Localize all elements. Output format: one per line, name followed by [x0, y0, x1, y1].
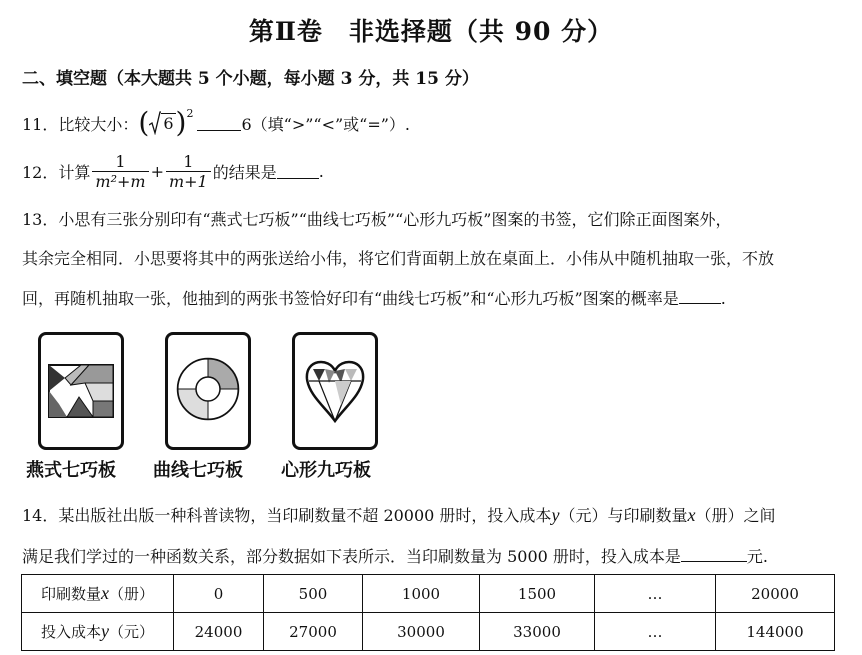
table-cell: 27000	[264, 613, 363, 651]
q14-answer-blank[interactable]	[681, 547, 747, 562]
q14-line-2-end: 元.	[746, 547, 768, 566]
card-caption-swallow: 燕式七巧板	[26, 460, 116, 481]
q14-line-1	[22, 503, 775, 526]
q11-suffix: 6（填“>”“<”或“=”）.	[241, 114, 411, 134]
swallow-tangram-icon	[41, 335, 121, 447]
table-row	[22, 575, 835, 613]
question-11	[22, 108, 410, 138]
row-label: 投入成本	[40, 623, 101, 641]
q12-suffix: 的结果是	[212, 162, 277, 182]
q12-f2-numerator: 1	[183, 151, 194, 171]
q14-var-y: y	[551, 505, 560, 525]
table-cell: 20000	[716, 575, 835, 613]
row-unit: （元）	[109, 623, 155, 641]
row-var: y	[101, 621, 109, 641]
data-table	[21, 574, 835, 651]
q13-line-3	[22, 286, 726, 309]
q11-number: 11．	[22, 114, 59, 134]
table-cell: 1500	[480, 575, 595, 613]
table-row-header	[22, 613, 174, 651]
row-label: 印刷数量	[40, 585, 101, 603]
table-cell: …	[595, 575, 716, 613]
q11-sqrt-expression: ( 6 ) $^2$	[138, 106, 194, 139]
q12-end: .	[318, 161, 324, 181]
q13-line-2: 其余完全相同．小思要将其中的两张送给小伟，将它们背面朝上放在桌面上．小伟从中随机抽取一张，不放	[22, 249, 775, 268]
curve-tangram-icon	[168, 335, 248, 447]
q11-answer-blank[interactable]	[197, 116, 241, 131]
q13-answer-blank[interactable]	[679, 289, 721, 304]
q12-plus: +	[150, 161, 164, 181]
row-var: x	[101, 583, 109, 603]
q14-line-1-a: 14．某出版社出版一种科普读物，当印刷数量不超 20000 册时，投入成本	[22, 506, 552, 525]
table-cell: 500	[264, 575, 363, 613]
q12-prefix: 计算	[58, 162, 91, 182]
q11-prefix: 比较大小：	[58, 114, 139, 134]
bookmark-card-heart	[292, 332, 378, 450]
q14-line-2-text: 满足我们学过的一种函数关系，部分数据如下表所示．当印刷数量为 5000 册时，投入成本是	[22, 547, 681, 566]
question-12	[22, 148, 324, 194]
q14-var-x: x	[687, 505, 696, 525]
page-title: 第Ⅱ卷 非选择题（共 90 分）	[248, 17, 614, 46]
q12-f2-denominator: m+1	[166, 171, 211, 191]
table-cell: …	[595, 613, 716, 651]
q12-fraction-1	[92, 152, 148, 191]
table-row-header	[22, 575, 174, 613]
q14-line-2	[22, 544, 768, 567]
bookmark-card-curve	[165, 332, 251, 450]
sqrt-sign-icon	[149, 111, 161, 135]
table-cell: 1000	[363, 575, 480, 613]
q14-line-1-b: （元）与印刷数量	[559, 506, 688, 525]
q12-number: 12．	[22, 162, 59, 182]
table-row	[22, 613, 835, 651]
q13-line-1: 13．小思有三张分别印有“燕式七巧板”“曲线七巧板”“心形九巧板”图案的书签，它们除正面图案外，	[22, 210, 732, 229]
section-heading: 二、填空题（本大题共 5 个小题，每小题 3 分，共 15 分）	[22, 69, 479, 89]
q12-f1-numerator: 1	[115, 151, 126, 171]
bookmark-card-swallow	[38, 332, 124, 450]
q11-radicand: 6	[163, 114, 174, 133]
card-caption-heart: 心形九巧板	[281, 460, 371, 481]
table-cell: 24000	[174, 613, 264, 651]
q12-fraction-2	[166, 152, 211, 191]
table-cell: 0	[174, 575, 264, 613]
q11-exponent: 2	[186, 106, 194, 120]
table-cell: 30000	[363, 613, 480, 651]
table-cell: 33000	[480, 613, 595, 651]
q13-end: .	[720, 289, 726, 308]
row-unit: （册）	[109, 585, 155, 603]
card-caption-curve: 曲线七巧板	[153, 460, 243, 481]
q12-answer-blank[interactable]	[277, 164, 319, 179]
q14-line-1-c: （册）之间	[695, 506, 776, 525]
heart-tangram-icon	[295, 335, 375, 447]
q12-f1-denominator: m²+m	[92, 171, 148, 191]
table-cell: 144000	[716, 613, 835, 651]
q13-line-3-text: 回，再随机抽取一张，他抽到的两张书签恰好印有“曲线七巧板”和“心形九巧板”图案的概率是	[22, 289, 679, 308]
